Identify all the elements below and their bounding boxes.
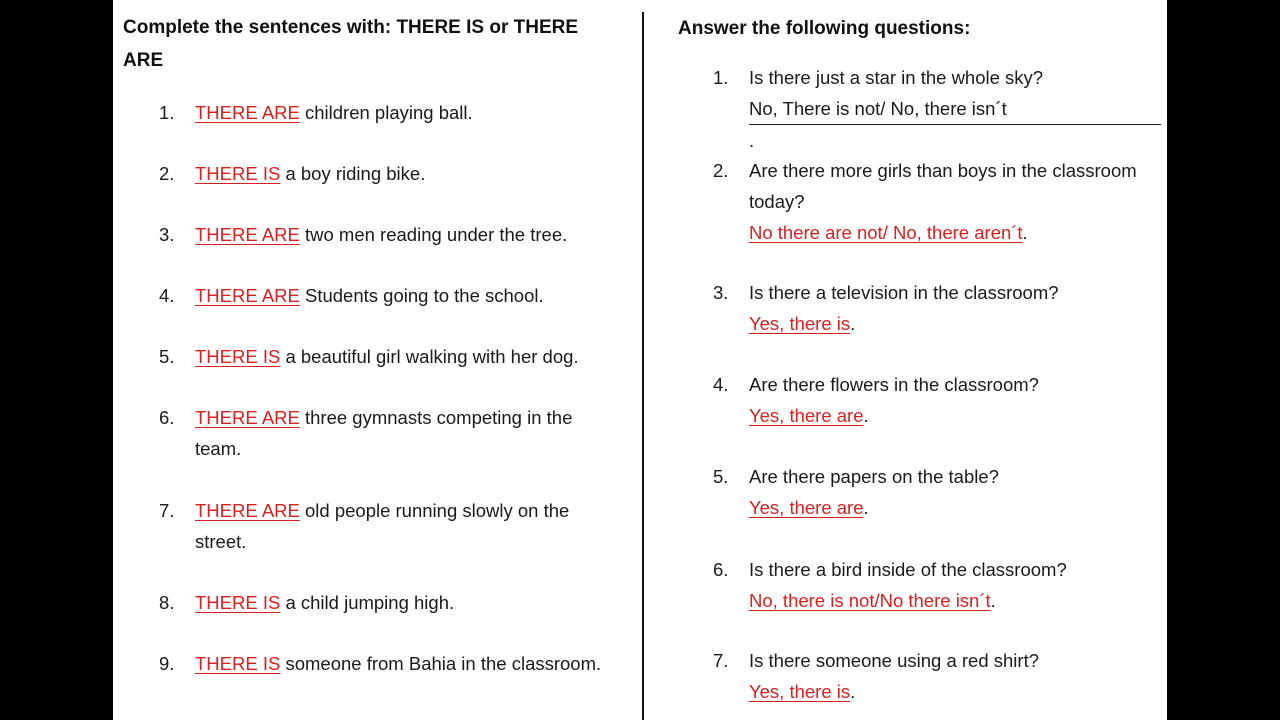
answer-blank: THERE ARE <box>195 224 300 245</box>
item-number: 1. <box>713 67 729 88</box>
answer-blank: THERE IS <box>195 163 281 184</box>
sentence-text: children playing ball. <box>299 102 473 123</box>
item-number: 5. <box>713 466 729 487</box>
item-number: 6. <box>159 407 175 428</box>
answer-blank: THERE IS <box>195 346 281 367</box>
right-title: Answer the following questions: <box>678 18 971 39</box>
question-text: Are there flowers in the classroom? <box>749 374 1039 395</box>
item-number: 2. <box>159 163 175 184</box>
answer-text: No there are not/ No, there aren´t <box>749 222 1023 243</box>
sentence-text: someone from Bahia in the classroom. <box>280 653 602 674</box>
answer-blank: THERE ARE <box>195 500 300 521</box>
sentence-text: three gymnasts competing in the team. <box>195 407 573 459</box>
item-number: 2. <box>713 160 729 181</box>
answer-line <box>749 96 1161 125</box>
answer-blank: THERE IS <box>195 653 281 674</box>
answer-period: . <box>749 130 755 151</box>
answer-period: . <box>863 405 869 426</box>
question-text: Are there more girls than boys in the classroom today? <box>749 160 1137 212</box>
item-number: 6. <box>713 559 729 580</box>
item-number: 8. <box>159 592 175 613</box>
item-number: 3. <box>713 282 729 303</box>
left-title: Complete the sentences with: THERE IS or THERE ARE <box>123 17 579 71</box>
item-number: 5. <box>159 346 175 367</box>
question-text: Is there a bird inside of the classroom? <box>749 559 1067 580</box>
answer-text: No, There is not/ No, there isn´t <box>749 98 1007 119</box>
answer-period: . <box>863 497 869 518</box>
item-number: 9. <box>159 653 175 674</box>
sentence-text: old people running slowly on the street. <box>195 500 570 552</box>
column-divider <box>642 12 644 720</box>
sentence-text: Students going to the school. <box>299 285 544 306</box>
question-text: Are there papers on the table? <box>749 466 999 487</box>
answer-blank: THERE ARE <box>195 285 300 306</box>
item-number: 7. <box>713 650 729 671</box>
worksheet-page <box>113 0 1167 720</box>
answer-blank: THERE ARE <box>195 407 300 428</box>
item-number: 7. <box>159 500 175 521</box>
sentence-text: two men reading under the tree. <box>299 224 568 245</box>
sentence-text: a boy riding bike. <box>280 163 426 184</box>
question-text: Is there someone using a red shirt? <box>749 650 1039 671</box>
answer-period: . <box>1022 222 1028 243</box>
answer-period: . <box>990 590 996 611</box>
answer-period: . <box>850 313 856 334</box>
answer-text: Yes, there are <box>749 405 864 426</box>
answer-period: . <box>850 681 856 702</box>
item-number: 4. <box>159 285 175 306</box>
item-number: 3. <box>159 224 175 245</box>
question-text: Is there just a star in the whole sky? <box>749 67 1044 88</box>
answer-text: Yes, there are <box>749 497 864 518</box>
sentence-text: a child jumping high. <box>280 592 455 613</box>
item-number: 1. <box>159 102 175 123</box>
answer-text: No, there is not/No there isn´t <box>749 590 991 611</box>
answer-blank: THERE IS <box>195 592 281 613</box>
question-text: Is there a television in the classroom? <box>749 282 1059 303</box>
answer-text: Yes, there is <box>749 313 851 334</box>
sentence-text: a beautiful girl walking with her dog. <box>280 346 579 367</box>
item-number: 4. <box>713 374 729 395</box>
answer-blank: THERE ARE <box>195 102 300 123</box>
answer-text: Yes, there is <box>749 681 851 702</box>
